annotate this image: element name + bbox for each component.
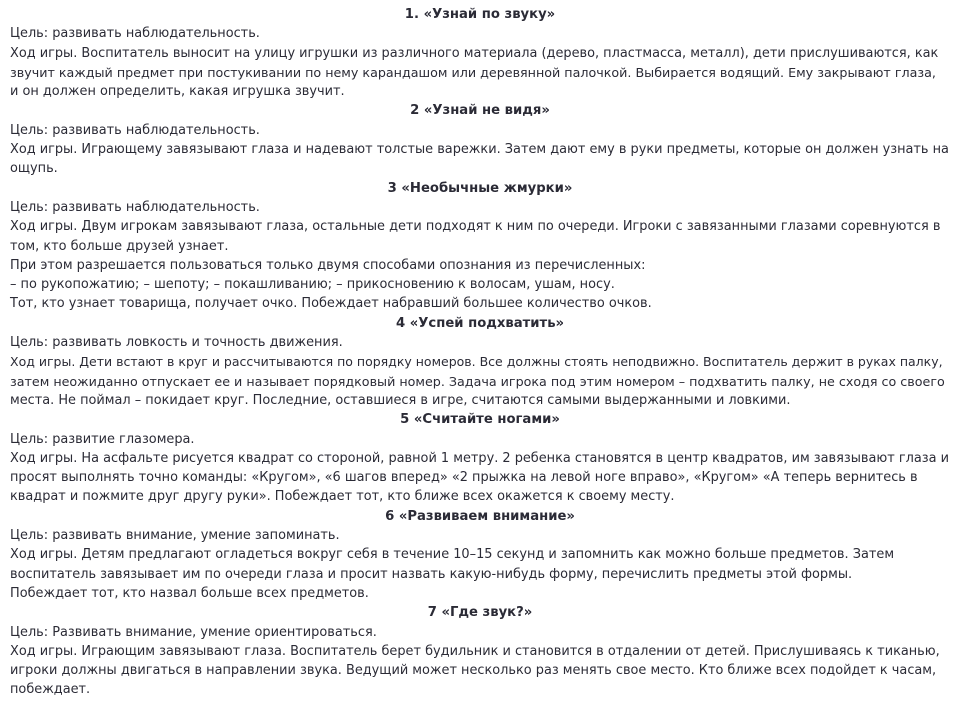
description-line: Ход игры. Двум игрокам завязывают глаза, остальные дети подходят к ним по очереди. Игроки с завязанными глазами соревнуются в — [10, 219, 941, 235]
game-section — [10, 101, 950, 178]
goal-line: Цель: развитие глазомера. — [10, 431, 195, 447]
description-line: Ход игры. Играющим завязывают глаза. Воспитатель берет будильник и становится в отдалении от детей. Прислушиваясь к тиканью, — [10, 643, 940, 659]
goal-line: Цель: развивать наблюдательность. — [10, 122, 260, 138]
game-section — [10, 603, 950, 699]
description-line: просят выполнять точно команды: «Кругом», «6 шагов вперед» «2 прыжка на левой ноге вправо», «Кругом» «А теперь вернитесь в — [10, 470, 918, 486]
goal-line: Цель: развивать наблюдательность. — [10, 26, 260, 42]
game-section — [10, 314, 950, 410]
game-title: 3 «Необычные жмурки» — [387, 180, 573, 196]
game-section — [10, 410, 950, 506]
description-line: места. Не поймал – покидает круг. Последние, оставшиеся в игре, считаются самыми выдержанными и ловкими. — [10, 392, 791, 408]
description-line: звучит каждый предмет при постукивании по нему карандашом или деревянной палочкой. Выбирается водящий. Ему закрывают глаза, — [10, 64, 936, 80]
description-line: – по рукопожатию; – шепоту; – покашливанию; – прикосновению к волосам, ушам, носу. — [10, 277, 615, 293]
description-line: том, кто больше друзей узнает. — [10, 238, 229, 254]
description-line: Ход игры. Играющему завязывают глаза и надевают толстые варежки. Затем дают ему в руки предметы, которые он должен узнать на — [10, 142, 949, 158]
goal-line: Цель: Развивать внимание, умение ориентироваться. — [10, 624, 377, 640]
description-line: квадрат и пожмите друг другу руки». Побеждает тот, кто ближе всех окажется к своему месту. — [10, 489, 675, 505]
goal-line: Цель: развивать внимание, умение запоминать. — [10, 528, 340, 544]
game-title: 1. «Узнай по звуку» — [404, 7, 556, 22]
description-line: Ход игры. Дети встают в круг и рассчитываются по порядку номеров. Все должны стоять неподвижно. Воспитатель держит в руках палку, — [10, 354, 943, 370]
description-line: Тот, кто узнает товарища, получает очко. Побеждает набравший большее количество очков. — [10, 296, 652, 312]
description-line: и он должен определить, какая игрушка звучит. — [10, 84, 345, 100]
game-title: 7 «Где звук?» — [427, 605, 533, 621]
game-title: 4 «Успей подхватить» — [395, 315, 565, 331]
description-line: Ход игры. Воспитатель выносит на улицу игрушки из различного материала (дерево, пластмасса, металл), дети прислушиваются, как — [10, 45, 939, 61]
game-title: 2 «Узнай не видя» — [410, 103, 550, 119]
description-line: При этом разрешается пользоваться только двумя способами опознания из перечисленных: — [10, 257, 646, 273]
goal-line: Цель: развивать наблюдательность. — [10, 199, 260, 215]
game-title: 6 «Развиваем внимание» — [385, 508, 575, 524]
description-line: игроки должны двигаться в направлении звука. Ведущий может несколько раз менять свое место. Кто ближе всех подойдет к часам, — [10, 663, 937, 679]
description-line: Побеждает тот, кто назвал больше всех предметов. — [10, 585, 369, 601]
description-line: Ход игры. На асфальте рисуется квадрат со стороной, равной 1 метру. 2 ребенка становятся в центр квадратов, им завязывают глаза и — [10, 450, 950, 466]
description-line: затем неожиданно отпускает ее и называет порядковый номер. Задача игрока под этим номером – подхватить палку, не сходя со своего — [10, 373, 945, 389]
game-title: 5 «Считайте ногами» — [400, 412, 560, 428]
goal-line: Цель: развивать ловкость и точность движения. — [10, 335, 343, 351]
game-section — [10, 179, 950, 314]
description-line: воспитатель завязывает им по очереди глаза и просит назвать какую-нибудь форму, перечислить предметы этой формы. — [10, 566, 853, 582]
description-line: Ход игры. Детям предлагают огладеться вокруг себя в течение 10–15 секунд и запомнить как можно больше предметов. Затем — [10, 547, 895, 563]
description-line: побеждает. — [10, 682, 91, 698]
game-section — [10, 5, 950, 101]
game-section — [10, 507, 950, 603]
description-line: ощупь. — [10, 161, 58, 177]
